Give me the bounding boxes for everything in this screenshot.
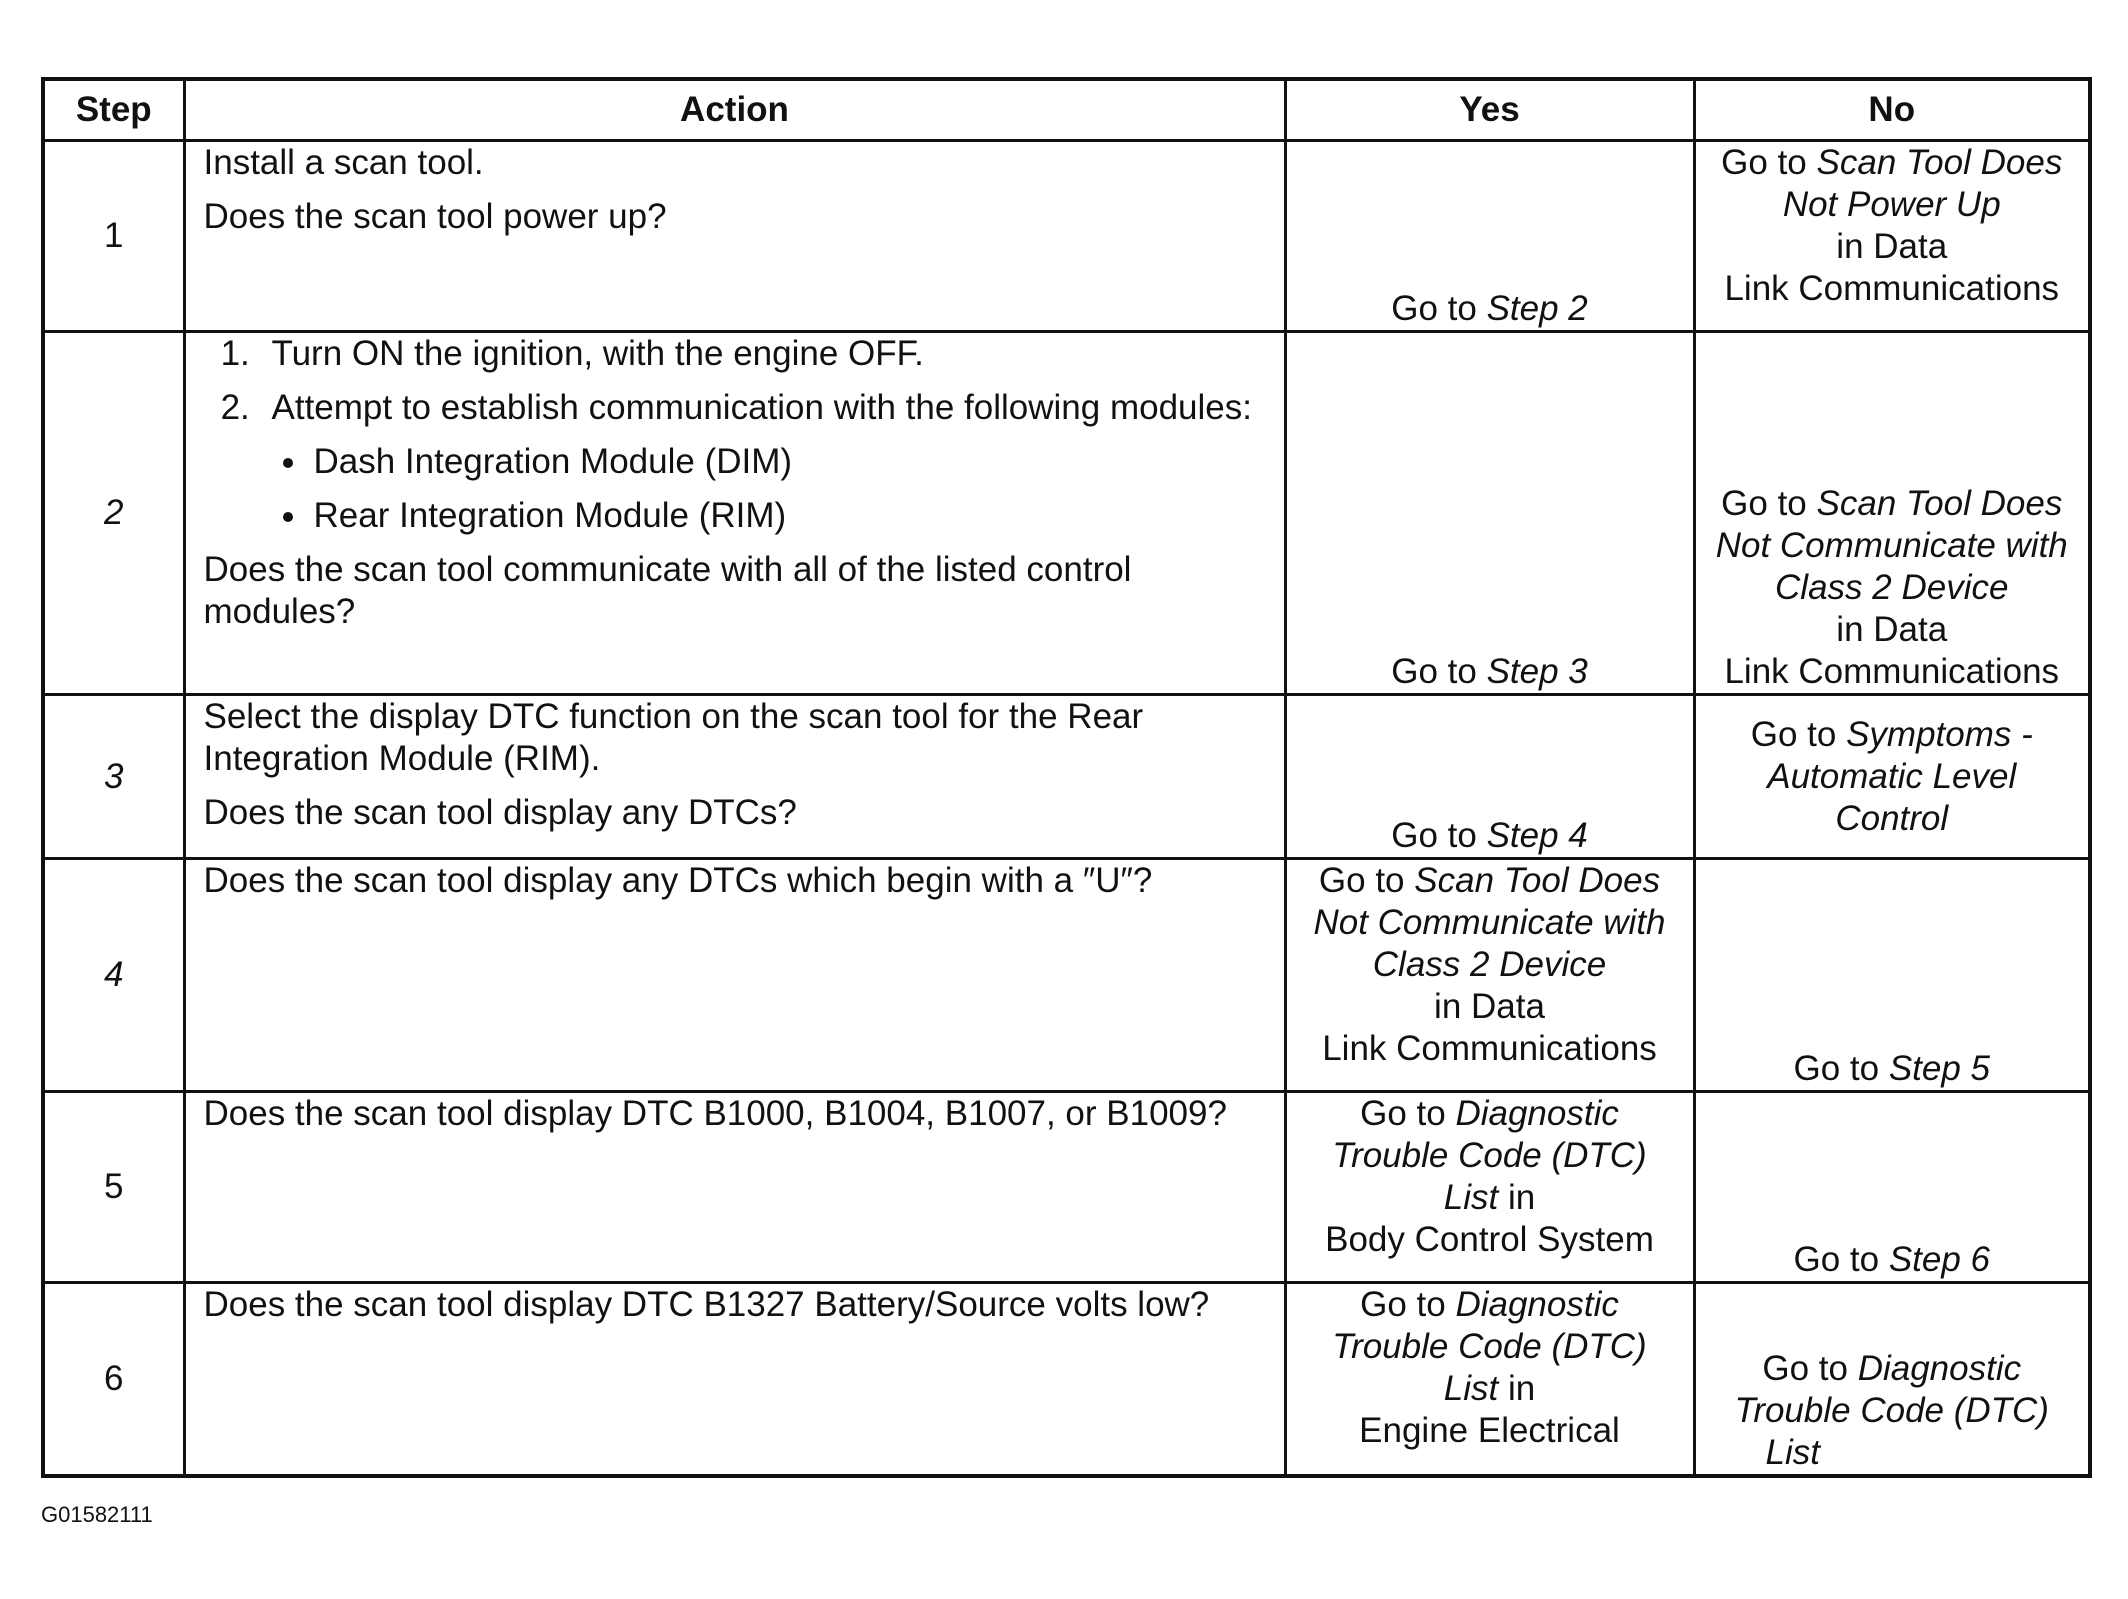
yes-cell	[1285, 141, 1694, 332]
header-action: Action	[184, 79, 1285, 141]
step-ref: Step 2	[1486, 289, 1588, 328]
section-text: Link Communications	[1724, 652, 2060, 691]
ref-text: Class 2 Device	[1775, 568, 2009, 607]
go-to-text: Go to	[1360, 1285, 1446, 1324]
action-question: Does the scan tool display any DTCs?	[203, 793, 797, 832]
action-text: Select the display DTC function on the scan tool for the Rear Integration Module (RIM).	[203, 697, 1144, 778]
table-row	[43, 695, 2090, 859]
section-text: Link Communications	[1724, 269, 2060, 308]
list-item	[260, 387, 1266, 537]
ref-text: Trouble Code (DTC)	[1332, 1327, 1647, 1366]
list-item: 1. Turn ON the ignition, with the engine OFF.	[260, 333, 1266, 375]
in-text: in	[1507, 1178, 1536, 1217]
action-cell	[184, 1092, 1285, 1283]
step-number: 2	[43, 332, 184, 695]
step-ref: Step 3	[1486, 652, 1588, 691]
section-text: Body Control System	[1325, 1220, 1654, 1259]
header-row	[43, 79, 2090, 141]
go-to-text: Go to	[1721, 484, 1807, 523]
ref-text: Diagnostic	[1455, 1094, 1619, 1133]
action-cell	[184, 859, 1285, 1092]
action-question: Does the scan tool communicate with all of the listed control modules?	[203, 550, 1132, 631]
ref-text: Scan Tool Does	[1414, 861, 1661, 900]
action-question: Does the scan tool power up?	[203, 197, 667, 236]
yes-cell	[1285, 859, 1694, 1092]
yes-cell	[1285, 332, 1694, 695]
bullet-item: • Rear Integration Module (RIM)	[310, 495, 1266, 537]
action-question: Does the scan tool display DTC B1000, B1004, B1007, or B1009?	[203, 1094, 1227, 1133]
section-text: Link Communications	[1322, 1029, 1657, 1068]
step-ref: Step 4	[1486, 816, 1588, 855]
table-row	[43, 1092, 2090, 1283]
ref-text: Trouble Code (DTC)	[1332, 1136, 1647, 1175]
header-step: Step	[43, 79, 184, 141]
no-cell	[1694, 1092, 2090, 1283]
in-data-text: in Data	[1836, 227, 1948, 266]
diagnostic-table	[41, 77, 2092, 1478]
list-item-text: Attempt to establish communication with the following modules:	[271, 388, 1252, 427]
ref-text: Diagnostic	[1455, 1285, 1619, 1324]
ref-text: List	[1765, 1432, 1820, 1472]
yes-cell	[1285, 1283, 1694, 1476]
numbered-list	[204, 333, 1266, 537]
action-text: Install a scan tool.	[203, 143, 484, 182]
step-number: 6	[43, 1283, 184, 1476]
ref-text: Symptoms -	[1846, 714, 2033, 754]
action-cell	[184, 141, 1285, 332]
ref-text: Not Power Up	[1782, 185, 2001, 224]
no-cell	[1694, 1283, 2090, 1476]
go-to-text: Go to	[1721, 143, 1807, 182]
action-question: Does the scan tool display any DTCs which begin with a ″U″?	[203, 861, 1153, 900]
step-ref: Step 6	[1888, 1240, 1991, 1279]
go-to-text: Go to	[1762, 1348, 1848, 1388]
ref-text: Trouble Code (DTC)	[1734, 1390, 2049, 1430]
go-to-text: Go to	[1793, 1240, 1880, 1279]
go-to-text: Go to	[1360, 1094, 1446, 1133]
ref-text: Not Communicate with	[1313, 903, 1666, 942]
go-to-text: Go to	[1793, 1049, 1880, 1088]
go-to-text: Go to	[1391, 652, 1477, 691]
action-cell	[184, 1283, 1285, 1476]
step-number: 3	[43, 695, 184, 859]
ref-text: List	[1443, 1178, 1499, 1217]
bullet-list	[272, 441, 1266, 537]
header-yes: Yes	[1285, 79, 1694, 141]
table-row	[43, 1283, 2090, 1476]
ref-text: List	[1443, 1369, 1499, 1408]
no-cell	[1694, 141, 2090, 332]
no-cell	[1694, 695, 2090, 859]
figure-id: G01582111	[41, 1502, 153, 1527]
yes-cell	[1285, 1092, 1694, 1283]
header-no: No	[1694, 79, 2090, 141]
ref-text: Automatic Level	[1767, 756, 2017, 796]
go-to-text: Go to	[1391, 816, 1477, 855]
step-number: 4	[43, 859, 184, 1092]
in-text: in	[1507, 1369, 1536, 1408]
in-data-text: in Data	[1434, 987, 1545, 1026]
table-row	[43, 859, 2090, 1092]
step-number: 1	[43, 141, 184, 332]
step-number: 5	[43, 1092, 184, 1283]
go-to-text: Go to	[1391, 289, 1477, 328]
no-cell	[1694, 332, 2090, 695]
ref-text: Scan Tool Does	[1816, 143, 2063, 182]
in-data-text: in Data	[1836, 610, 1948, 649]
go-to-text: Go to	[1750, 714, 1837, 754]
step-ref: Step 5	[1888, 1049, 1991, 1088]
section-text: Engine Electrical	[1359, 1411, 1620, 1450]
action-cell	[184, 332, 1285, 695]
bullet-item: • Dash Integration Module (DIM)	[310, 441, 1266, 483]
go-to-text: Go to	[1318, 861, 1405, 900]
no-cell	[1694, 859, 2090, 1092]
ref-text: Diagnostic	[1857, 1348, 2022, 1388]
ref-text: Not Communicate with	[1715, 526, 2068, 565]
table-row	[43, 332, 2090, 695]
ref-text: Class 2 Device	[1372, 945, 1607, 984]
yes-cell	[1285, 695, 1694, 859]
ref-text: Control	[1835, 798, 1949, 838]
ref-text: Scan Tool Does	[1816, 484, 2063, 523]
action-cell	[184, 695, 1285, 859]
action-question: Does the scan tool display DTC B1327 Battery/Source volts low?	[203, 1285, 1210, 1324]
table-row	[43, 141, 2090, 332]
